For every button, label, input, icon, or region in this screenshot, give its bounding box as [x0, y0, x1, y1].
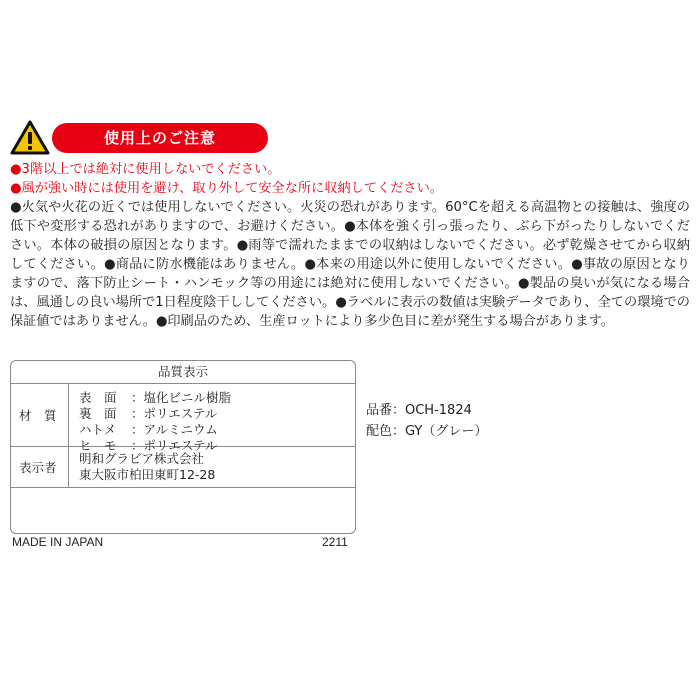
quality-title: 品質表示: [11, 361, 355, 384]
product-code: 品番：OCH-1824: [366, 403, 472, 418]
material-list: [69, 384, 232, 453]
material-label: 材 質: [11, 384, 69, 446]
product-info: [366, 400, 487, 442]
warning-triangle-icon: [10, 120, 50, 156]
maker-info: [69, 447, 215, 487]
material-row: [11, 384, 355, 453]
material-value: ：塩化ビニル樹脂: [131, 390, 232, 405]
material-item: [79, 422, 231, 438]
material-part: ヒ モ: [79, 438, 117, 453]
material-part: 表 面: [79, 390, 117, 405]
caution-title: 使用上のご注意: [52, 123, 268, 153]
material-part: ハトメ: [79, 422, 117, 437]
notice-red-1: ●3階以上では絶対に使用しないでください。: [10, 162, 281, 177]
material-value: ：アルミニウム: [131, 422, 218, 437]
material-part: 裏 面: [79, 406, 117, 421]
material-item: [79, 390, 231, 406]
material-item: [79, 406, 231, 422]
quality-label-table: [10, 360, 356, 534]
caution-header: [10, 120, 700, 160]
made-in-label: MADE IN JAPAN: [12, 535, 104, 549]
lot-number: 2211: [322, 535, 348, 549]
notice-block: [10, 160, 690, 331]
notice-body: ●火気や火花の近くでは使用しないでください。火災の恐れがあります。60°Cを超える高温物との接触は、強度の低下や変形する恐れがありますので、お避けください。●本体を強く引っ張ったり、ぶら下がったりしないでください。本体の破損の原因となります。●雨等で濡れたままでの収納はしないでください。必ず乾燥させてから収納してください。●商品に防水機能はありません。●本来の用途以外に使用しないでください。●事故の原因となりますので、落下防止シート・ハンモック等の用途には絶対に使用しないでください。●製品の臭いが気になる場合は、風通しの良い場所で1日程度陰干ししてください。●ラベルに表示の数値は実験データであり、全ての環境での保証値ではありません。●印刷品のため、生産ロットにより多少色目に差が発生する場合があります。: [10, 200, 690, 329]
maker-label: 表示者: [11, 447, 69, 487]
maker-address: 東大阪市柏田東町12-28: [79, 467, 216, 482]
maker-row: [11, 447, 355, 488]
material-value: ：ポリエステル: [131, 406, 218, 421]
product-color: 配色：GY（グレー）: [366, 424, 488, 439]
notice-red-2: ●風が強い時には使用を避け、取り外して安全な所に収納してください。: [10, 181, 443, 196]
material-value: ：ポリエステル: [131, 438, 218, 453]
maker-name: 明和グラビア株式会社: [79, 451, 205, 466]
